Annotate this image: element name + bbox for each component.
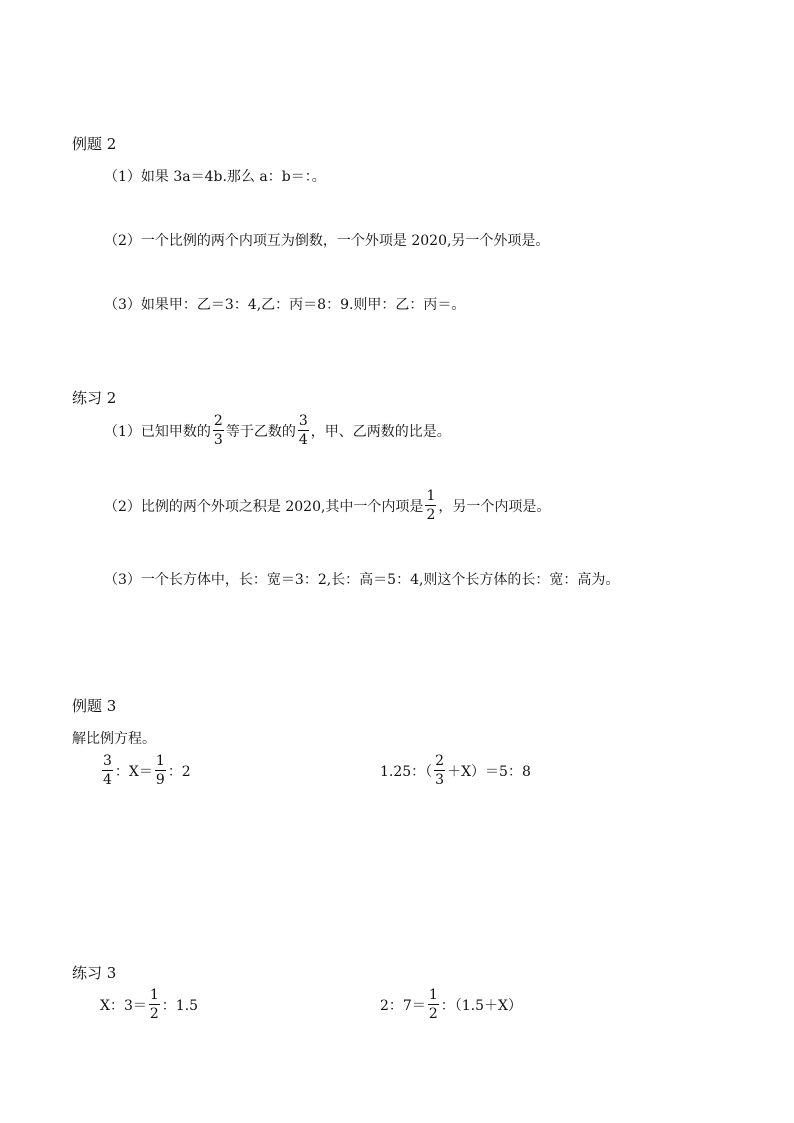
equation-text: ：1.5 <box>161 997 199 1014</box>
fraction-denominator: 2 <box>149 1006 159 1022</box>
equation-text: ：X＝ <box>114 763 153 780</box>
example-3-equation-1 <box>100 754 191 787</box>
question-text: ，另一个内项是。 <box>438 498 551 515</box>
equation-text: X：3＝ <box>100 997 147 1014</box>
example-2-heading: 例题 2 <box>72 135 117 153</box>
fraction-numerator: 3 <box>298 413 308 429</box>
fraction-bar <box>155 770 166 771</box>
example-2-question-2: （2）一个比例的两个内项互为倒数，一个外项是 2020,另一个外项是。 <box>104 233 550 249</box>
practice-3-equation-1 <box>100 988 198 1021</box>
practice-3-heading: 练习 3 <box>72 964 117 982</box>
fraction-numerator: 1 <box>426 488 436 504</box>
fraction-three-quarters <box>102 754 113 787</box>
fraction-one-half <box>149 988 160 1021</box>
fraction-numerator: 3 <box>103 753 112 769</box>
question-text: ，甲、乙两数的比是。 <box>310 423 451 440</box>
question-text: （1）已知甲数的 <box>104 423 211 440</box>
question-text: （2）比例的两个外项之积是 2020,其中一个内项是 <box>104 498 424 515</box>
fraction-bar <box>213 430 224 431</box>
fraction-denominator: 3 <box>213 432 223 448</box>
fraction-denominator: 4 <box>298 432 308 448</box>
fraction-two-thirds <box>434 754 445 787</box>
fraction-one-half <box>428 988 439 1021</box>
example-2-question-1: （1）如果 3a＝4b.那么 a：b＝：。 <box>104 169 326 185</box>
example-2-question-3: （3）如果甲：乙＝3：4,乙：丙＝8：9.则甲：乙：丙＝。 <box>104 297 466 313</box>
fraction-denominator: 9 <box>155 772 165 788</box>
equation-text: ＋X）＝5：8 <box>447 763 531 780</box>
practice-2-question-1 <box>104 414 451 447</box>
fraction-numerator: 1 <box>149 987 159 1003</box>
question-text: 等于乙数的 <box>225 423 296 440</box>
fraction-numerator: 1 <box>428 987 438 1003</box>
fraction-bar <box>425 505 436 506</box>
example-3-heading: 例题 3 <box>72 697 117 715</box>
fraction-denominator: 4 <box>103 772 112 788</box>
equation-text: 1.25：（ <box>380 763 433 780</box>
fraction-bar <box>298 430 309 431</box>
fraction-bar <box>434 770 445 771</box>
equation-text: 2：7＝ <box>380 997 426 1014</box>
fraction-two-thirds <box>213 414 224 447</box>
fraction-numerator: 1 <box>155 753 165 769</box>
fraction-denominator: 3 <box>435 772 445 788</box>
equation-text: ：2 <box>167 763 191 780</box>
fraction-three-quarters <box>298 414 309 447</box>
practice-2-question-2 <box>104 489 550 522</box>
fraction-bar <box>149 1004 160 1005</box>
fraction-one-ninth <box>155 754 166 787</box>
fraction-denominator: 2 <box>428 1006 438 1022</box>
fraction-numerator: 2 <box>213 413 223 429</box>
practice-2-heading: 练习 2 <box>72 389 117 407</box>
fraction-bar <box>428 1004 439 1005</box>
fraction-denominator: 2 <box>426 507 436 523</box>
fraction-numerator: 2 <box>435 753 445 769</box>
practice-2-question-3: （3）一个长方体中，长：宽＝3：2,长：高＝5：4,则这个长方体的长：宽：高为。 <box>104 572 620 588</box>
example-3-instruction: 解比例方程。 <box>72 731 156 747</box>
fraction-bar <box>102 770 113 771</box>
equation-text: ：（1.5＋X） <box>440 997 522 1014</box>
fraction-one-half <box>425 489 436 522</box>
practice-3-equation-2 <box>380 988 522 1021</box>
example-3-equation-2 <box>380 754 531 787</box>
